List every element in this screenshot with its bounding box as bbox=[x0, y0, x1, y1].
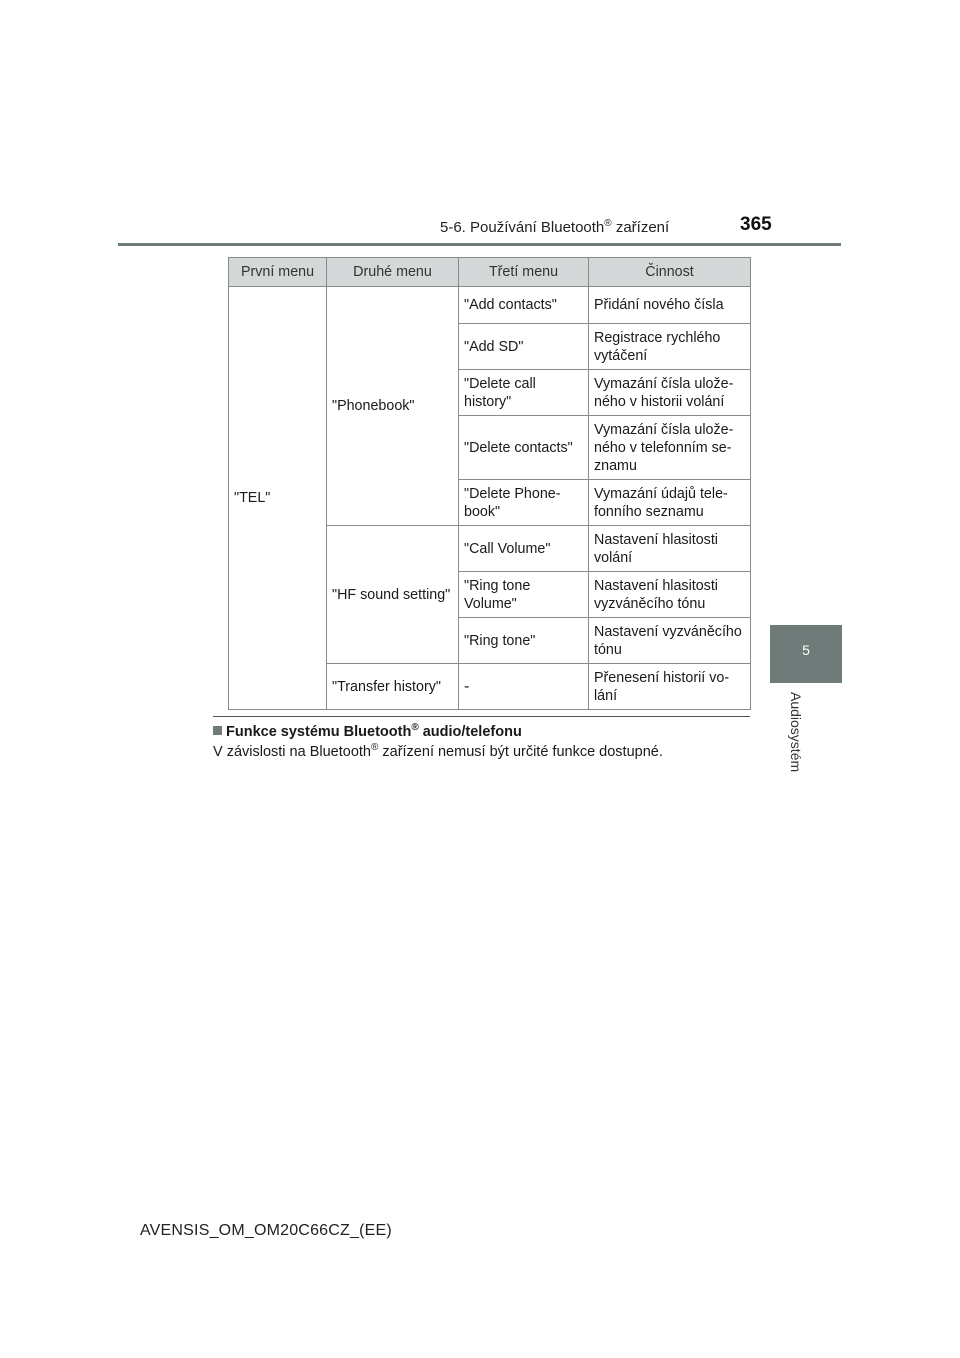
table-header-row bbox=[229, 258, 751, 287]
section-text-body: V závislosti na Bluetooth bbox=[213, 743, 371, 760]
registered-mark: ® bbox=[604, 218, 612, 229]
action-cell: Přidání nového čísla bbox=[589, 287, 751, 324]
action-cell: Vymazání údajů telefonního seznamu bbox=[589, 480, 751, 526]
action-cell: Nastavení hlasitosti vyzváněcího tónu bbox=[589, 572, 751, 618]
chapter-tab: 5 bbox=[770, 625, 842, 683]
menu-table bbox=[228, 257, 751, 710]
column-header-action: Činnost bbox=[589, 258, 751, 287]
section-divider bbox=[213, 716, 750, 717]
third-menu-cell: "Add contacts" bbox=[459, 287, 589, 324]
second-menu-cell: "HF sound setting" bbox=[327, 526, 459, 664]
section-heading-suffix: audio/telefonu bbox=[418, 723, 522, 740]
third-menu-cell: "Delete Phonebook" bbox=[459, 480, 589, 526]
section-heading bbox=[213, 722, 522, 740]
column-header-third-menu: Třetí menu bbox=[459, 258, 589, 287]
second-menu-cell: "Phonebook" bbox=[327, 287, 459, 526]
page-number: 365 bbox=[740, 214, 772, 235]
registered-mark: ® bbox=[411, 722, 419, 733]
action-cell: Nastavení vyzváněcího tónu bbox=[589, 618, 751, 664]
action-cell: Vymazání čísla uloženého v historii volání bbox=[589, 370, 751, 416]
third-menu-cell: "Ring tone Volume" bbox=[459, 572, 589, 618]
column-header-first-menu: První menu bbox=[229, 258, 327, 287]
section-title-text: 5-6. Používání Bluetooth bbox=[440, 219, 605, 236]
section-title-suffix: zařízení bbox=[611, 219, 670, 236]
action-cell: Vymazání čísla uloženého v telefonním seznamu bbox=[589, 416, 751, 480]
second-menu-cell: "Transfer history" bbox=[327, 664, 459, 710]
table-row bbox=[229, 287, 751, 324]
third-menu-cell: "Ring tone" bbox=[459, 618, 589, 664]
third-menu-cell: - bbox=[459, 664, 589, 710]
first-menu-cell: "TEL" bbox=[229, 287, 327, 710]
document-code: AVENSIS_OM_OM20C66CZ_(EE) bbox=[140, 1222, 392, 1239]
registered-mark: ® bbox=[370, 742, 379, 753]
action-cell: Registrace rychlého vytáčení bbox=[589, 324, 751, 370]
third-menu-cell: "Delete call history" bbox=[459, 370, 589, 416]
action-cell: Nastavení hlasitosti volání bbox=[589, 526, 751, 572]
action-cell: Přenesení historií volání bbox=[589, 664, 751, 710]
section-text bbox=[213, 742, 663, 760]
third-menu-cell: "Delete contacts" bbox=[459, 416, 589, 480]
section-heading-text: Funkce systému Bluetooth bbox=[226, 723, 412, 740]
third-menu-cell: "Add SD" bbox=[459, 324, 589, 370]
header-divider bbox=[118, 243, 841, 246]
section-title bbox=[440, 218, 669, 236]
third-menu-cell: "Call Volume" bbox=[459, 526, 589, 572]
column-header-second-menu: Druhé menu bbox=[327, 258, 459, 287]
section-text-suffix: zařízení nemusí být určité funkce dostupné. bbox=[378, 743, 663, 760]
square-bullet-icon bbox=[213, 726, 222, 735]
chapter-label: Audiosystém bbox=[788, 692, 804, 773]
